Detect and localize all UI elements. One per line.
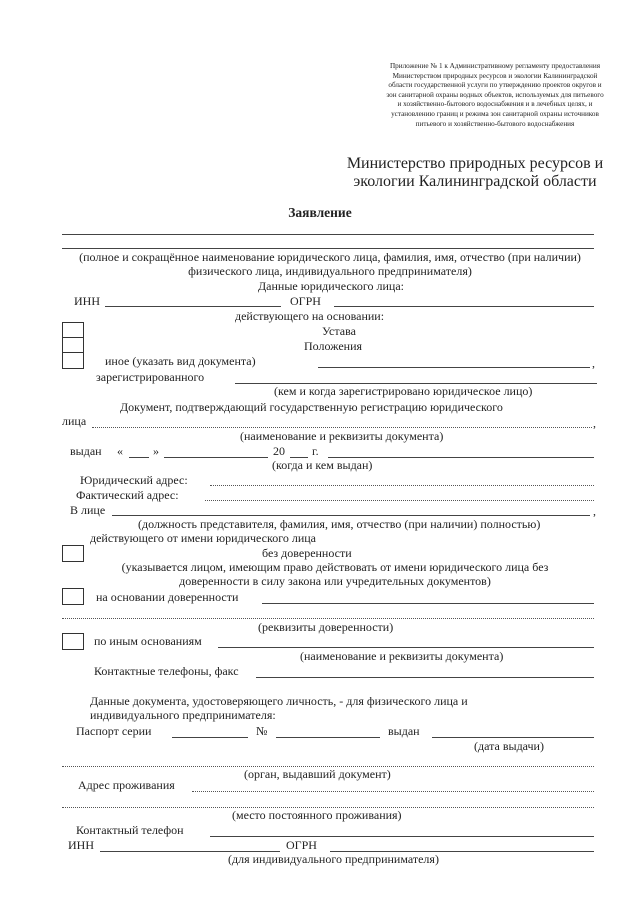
without-poa-checkbox[interactable] xyxy=(62,545,84,562)
caption-issued-by: (когда и кем выдан) xyxy=(272,458,373,472)
month-field[interactable] xyxy=(164,457,268,458)
passport-number-field[interactable] xyxy=(276,737,380,738)
passport-series-field[interactable] xyxy=(172,737,248,738)
legal-address-field[interactable] xyxy=(210,485,594,486)
other-grounds-field[interactable] xyxy=(218,647,594,648)
passport-series-label: Паспорт серии xyxy=(76,724,152,738)
issue-date-field[interactable] xyxy=(432,737,594,738)
quote-close: » xyxy=(153,444,159,458)
caption-fullname: (полное и сокращённое наименование юридического лица, фамилия, имя, отчество (при наличии) физического лица, индивидуального предпринимателя) xyxy=(79,250,581,278)
poa-field[interactable] xyxy=(262,603,594,604)
charter-label: Устава xyxy=(322,324,356,338)
ogrn-field[interactable] xyxy=(334,306,594,307)
ogrn-label: ОГРН xyxy=(290,294,321,308)
caption-doc-details-2: (наименование и реквизиты документа) xyxy=(300,649,504,663)
residence-label: Адрес проживания xyxy=(78,778,175,792)
acting-for-label: действующего от имени юридического лица xyxy=(90,531,317,545)
state-reg-field[interactable] xyxy=(92,427,592,428)
comma: , xyxy=(592,356,595,370)
caption-ie: (для индивидуального предпринимателя) xyxy=(228,852,439,866)
year-prefix: 20 xyxy=(273,444,285,458)
residence-field[interactable] xyxy=(192,791,594,792)
comma-2: , xyxy=(593,416,596,430)
by-poa-label: на основании доверенности xyxy=(96,590,239,604)
actual-address-label: Фактический адрес: xyxy=(76,488,179,502)
actual-address-field[interactable] xyxy=(205,500,594,501)
other-grounds-checkbox[interactable] xyxy=(62,633,84,650)
fullname-line-1[interactable] xyxy=(62,234,594,235)
contact-phone-field[interactable] xyxy=(210,836,594,837)
representative-field[interactable] xyxy=(112,515,590,516)
year-suffix: г. xyxy=(312,444,319,458)
day-field[interactable] xyxy=(129,457,149,458)
ministry-name: Министерство природных ресурсов и экологии Калининградской области xyxy=(346,155,604,190)
identity-doc-label: Данные документа, удостоверяющего личность, - для физического лица и индивидуального предпринимателя: xyxy=(90,694,468,722)
inn-label: ИНН xyxy=(74,294,100,308)
page-title: Заявление xyxy=(288,205,352,220)
other-grounds-label: по иным основаниям xyxy=(94,634,202,648)
caption-doc-details: (наименование и реквизиты документа) xyxy=(240,429,444,443)
caption-issue-date: (дата выдачи) xyxy=(474,739,544,753)
contact-phones-field[interactable] xyxy=(256,677,594,678)
in-person-label: В лице xyxy=(70,503,106,517)
caption-representative: (должность представителя, фамилия, имя, отчество (при наличии) полностью) xyxy=(138,517,541,531)
state-reg-label: Документ, подтверждающий государственную регистрацию юридического xyxy=(120,400,503,414)
inn-label-2: ИНН xyxy=(68,838,94,852)
caption-issuer: (орган, выдавший документ) xyxy=(244,767,391,781)
issued-label: выдан xyxy=(70,444,102,458)
annex-note: Приложение № 1 к Административному регламенту предоставления Министерством природных ресурсов и экологии Калининградской области государственной услуги по утверждению проектов округов и зон санитарной охраны водных объектов, используемых для питьевого и хозяйственно-бытового водоснабжения и в лечебных целях, и установлению границ и режима зон санитарной охраны источников питьевого и хозяйственно-бытового водоснабжения xyxy=(386,62,604,128)
caption-residence: (место постоянного проживания) xyxy=(232,808,402,822)
number-sign: № xyxy=(256,724,268,738)
person-label: лица xyxy=(62,414,87,428)
contact-phones-label: Контактные телефоны, факс xyxy=(94,664,239,678)
by-poa-checkbox[interactable] xyxy=(62,588,84,605)
comma-3: , xyxy=(593,504,596,518)
inn-field[interactable] xyxy=(105,306,281,307)
other-doc-checkbox[interactable] xyxy=(62,352,84,369)
poa-field-2[interactable] xyxy=(62,618,594,619)
caption-without-poa: (указывается лицом, имеющим право действовать от имени юридического лица без доверенности в силу закона или учредительных документов) xyxy=(121,560,549,588)
caption-poa: (реквизиты доверенности) xyxy=(258,620,394,634)
issued-label-2: выдан xyxy=(388,724,420,738)
other-doc-label: иное (указать вид документа) xyxy=(105,354,256,368)
regulation-label: Положения xyxy=(304,339,363,353)
contact-phone-label: Контактный телефон xyxy=(76,823,184,837)
registered-label: зарегистрированного xyxy=(96,370,205,384)
other-doc-field[interactable] xyxy=(318,367,590,368)
fullname-line-2[interactable] xyxy=(62,248,594,249)
acting-basis-label: действующего на основании: xyxy=(235,309,385,323)
quote-open: « xyxy=(117,444,123,458)
legal-data-label: Данные юридического лица: xyxy=(258,279,404,293)
legal-address-label: Юридический адрес: xyxy=(80,473,188,487)
caption-registered: (кем и когда зарегистрировано юридическое лицо) xyxy=(274,384,533,398)
without-poa-label: без доверенности xyxy=(262,546,352,560)
ogrn-label-2: ОГРН xyxy=(286,838,317,852)
